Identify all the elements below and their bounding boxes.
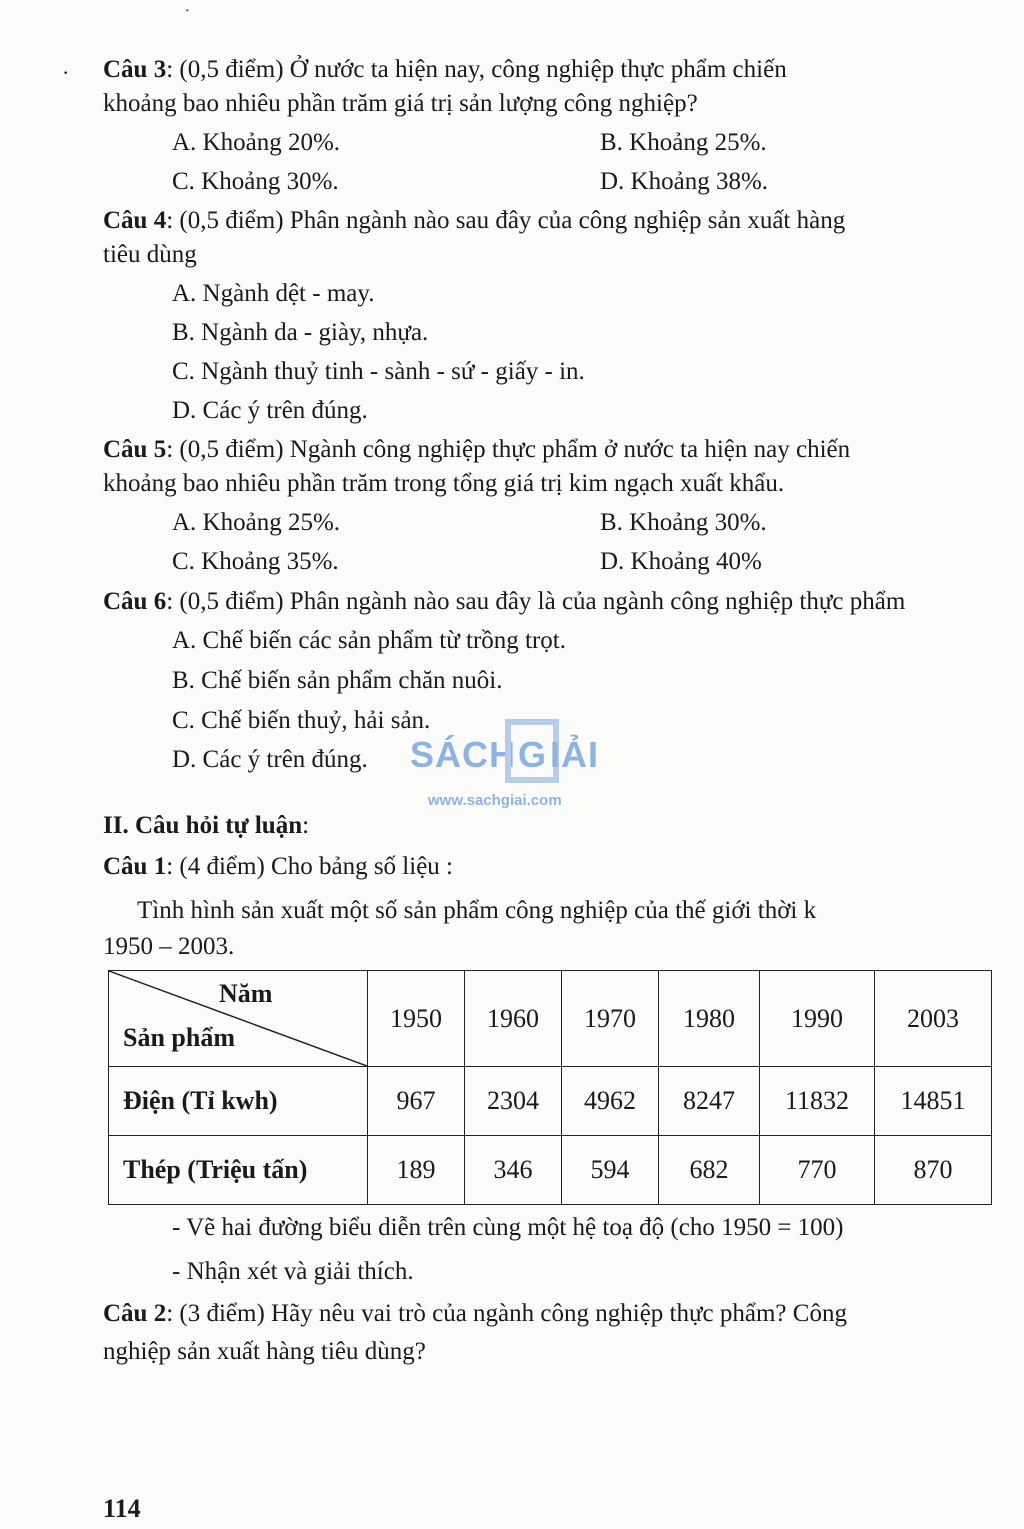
- q6-line1: [103, 586, 993, 618]
- q4-option-a: A. Ngành dệt - may.: [172, 280, 375, 307]
- value-cell: 11832: [760, 1067, 875, 1136]
- essay1-intro1: Tình hình sản xuất một số sản phẩm công nghiệp của thế giới thời k: [137, 897, 817, 924]
- q6-label: Câu 6: [103, 588, 167, 615]
- value-cell: 4962: [562, 1067, 659, 1136]
- q4-option-c: C. Ngành thuỷ tinh - sành - sứ - giấy - in.: [172, 358, 585, 385]
- year-cell: 1980: [659, 971, 760, 1067]
- essay1-task1: - Vẽ hai đường biểu diễn trên cùng một hệ toạ độ (cho 1950 = 100): [172, 1214, 844, 1241]
- year-cell: 1960: [465, 971, 562, 1067]
- q4-line1: [103, 205, 845, 237]
- watermark-brand-left: SÁCH: [410, 734, 517, 775]
- q5-label: Câu 5: [103, 436, 167, 463]
- q5-text2: khoảng bao nhiêu phần trăm trong tổng giá trị kim ngạch xuất khẩu.: [103, 470, 785, 497]
- section2-title-text: II. Câu hỏi tự luận: [103, 812, 303, 839]
- essay1-text: : (4 điểm) Cho bảng số liệu :: [166, 853, 453, 880]
- q5-line1: [103, 434, 850, 466]
- essay2-label: Câu 2: [103, 1300, 167, 1327]
- section2-colon: :: [302, 812, 310, 839]
- q4-label: Câu 4: [103, 207, 167, 234]
- year-cell: 2003: [875, 971, 992, 1067]
- value-cell: 189: [368, 1136, 465, 1205]
- scan-mark: ·: [184, 0, 191, 22]
- q5-option-d: D. Khoảng 40%: [600, 548, 762, 575]
- watermark-url: www.sachgiai.com: [428, 792, 562, 809]
- essay2-line1: [103, 1298, 993, 1330]
- year-cell: 1990: [760, 971, 875, 1067]
- table-row: [109, 1067, 992, 1136]
- q6-option-a: A. Chế biến các sản phẩm từ trồng trọt.: [172, 627, 567, 654]
- section2-title: [103, 810, 309, 842]
- q3-option-c: C. Khoảng 30%.: [172, 168, 339, 195]
- bullet-dot: ·: [62, 60, 70, 85]
- essay1-label: Câu 1: [103, 853, 167, 880]
- header-product: Sản phẩm: [123, 1023, 235, 1052]
- page-number: 114: [103, 1494, 141, 1523]
- q5-option-b: B. Khoảng 30%.: [600, 509, 767, 536]
- watermark-brand-right: IẢI: [550, 734, 600, 775]
- year-cell: 1950: [368, 971, 465, 1067]
- q6-option-c: C. Chế biến thuỷ, hải sản.: [172, 707, 431, 734]
- q4-text2: tiêu dùng: [103, 241, 197, 268]
- production-table: [108, 970, 992, 1205]
- q4-option-b: B. Ngành da - giày, nhựa.: [172, 319, 429, 346]
- value-cell: 14851: [875, 1067, 992, 1136]
- q3-option-b: B. Khoảng 25%.: [600, 129, 767, 156]
- sachgiai-watermark: [410, 716, 620, 816]
- value-cell: 682: [659, 1136, 760, 1205]
- value-cell: 770: [760, 1136, 875, 1205]
- essay2-text1: : (3 điểm) Hãy nêu vai trò của ngành công nghiệp thực phẩm? Công: [166, 1300, 847, 1327]
- watermark-brand-mid: G: [518, 734, 548, 775]
- value-cell: 870: [875, 1136, 992, 1205]
- q6-option-d: D. Các ý trên đúng.: [172, 746, 368, 773]
- q3-option-d: D. Khoảng 38%.: [600, 168, 769, 195]
- row-label-steel: Thép (Triệu tấn): [109, 1136, 368, 1205]
- essay1-intro2: 1950 – 2003.: [103, 933, 235, 960]
- q5-option-a: A. Khoảng 25%.: [172, 509, 341, 536]
- q6-text1: : (0,5 điểm) Phân ngành nào sau đây là của ngành công nghiệp thực phẩm: [166, 588, 906, 615]
- q5-option-c: C. Khoảng 35%.: [172, 548, 339, 575]
- table-header-row: [109, 971, 992, 1067]
- table-row: [109, 1136, 992, 1205]
- value-cell: 967: [368, 1067, 465, 1136]
- value-cell: 594: [562, 1136, 659, 1205]
- essay1-line: [103, 851, 453, 883]
- q6-option-b: B. Chế biến sản phẩm chăn nuôi.: [172, 667, 503, 694]
- header-year: Năm: [219, 979, 273, 1008]
- essay2-text2: nghiệp sản xuất hàng tiêu dùng?: [103, 1338, 426, 1365]
- value-cell: 346: [465, 1136, 562, 1205]
- q4-option-d: D. Các ý trên đúng.: [172, 397, 368, 424]
- q3-text2: khoảng bao nhiêu phần trăm giá trị sản lượng công nghiệp?: [103, 90, 698, 117]
- q4-text1: : (0,5 điểm) Phân ngành nào sau đây của công nghiệp sản xuất hàng: [166, 207, 846, 234]
- q3-label: Câu 3: [103, 56, 167, 83]
- q5-text1: : (0,5 điểm) Ngành công nghiệp thực phẩm ở nước ta hiện nay chiến: [166, 436, 851, 463]
- q3-option-a: A. Khoảng 20%.: [172, 129, 341, 156]
- table-diagonal-header: [109, 971, 368, 1067]
- q3-text1: : (0,5 điểm) Ở nước ta hiện nay, công nghiệp thực phẩm chiến: [166, 56, 787, 83]
- row-label-electricity: Điện (Tỉ kwh): [109, 1067, 368, 1136]
- value-cell: 8247: [659, 1067, 760, 1136]
- year-cell: 1970: [562, 971, 659, 1067]
- value-cell: 2304: [465, 1067, 562, 1136]
- q3-line1: [103, 54, 787, 86]
- essay1-task2: - Nhận xét và giải thích.: [172, 1258, 414, 1285]
